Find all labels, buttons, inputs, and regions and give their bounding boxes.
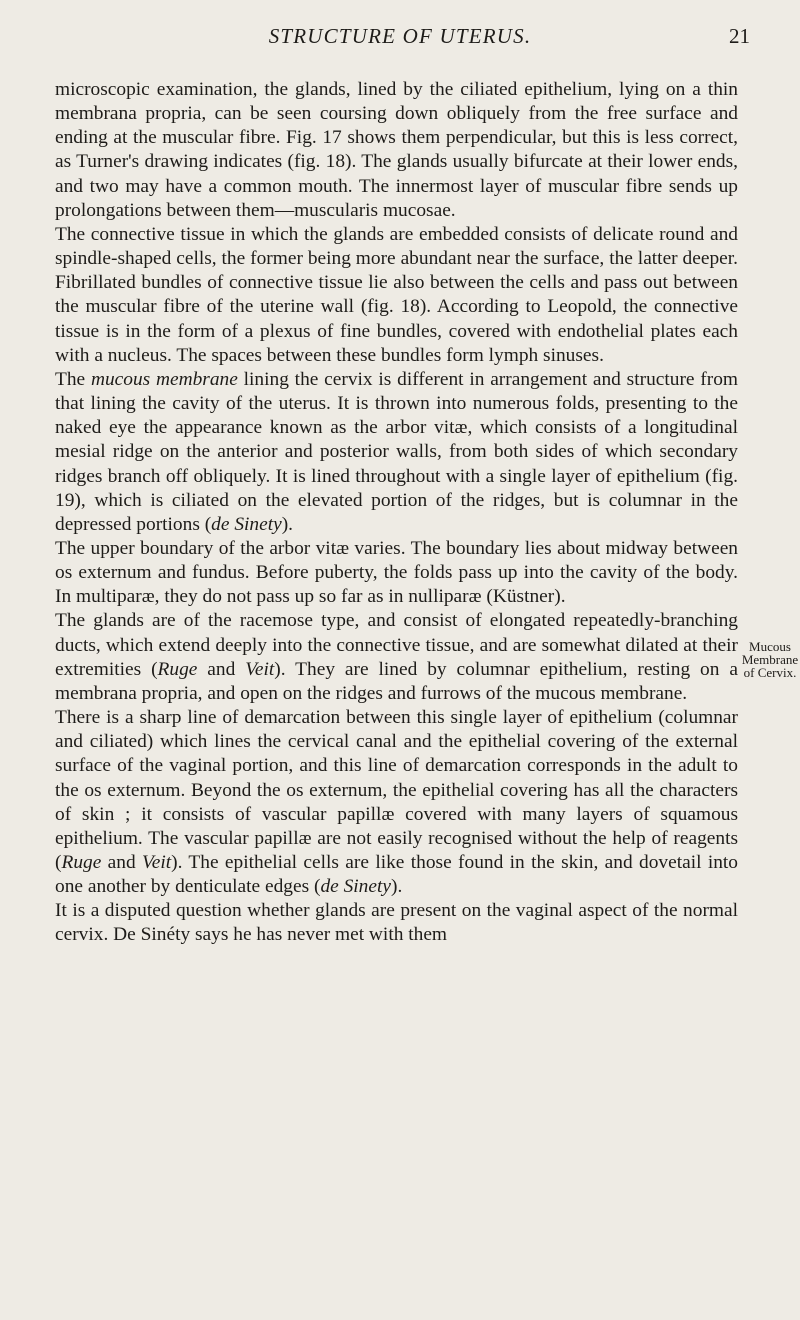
- paragraph: The upper boundary of the arbor vitæ varies. The boundary lies about midway between os externum and fundus. Before puberty, the folds pass up into the cavity of the body. In multiparæ, they do not pass up so far as in nulliparæ (Küstner).: [55, 537, 738, 608]
- margin-note: Mucous Membrane of Cervix.: [741, 639, 799, 680]
- body-text: [55, 78, 738, 948]
- paragraph: The mucous membrane lining the cervix is different in arrangement and structure from that lining the cavity of the uterus. It is thrown into numerous folds, presenting to the naked eye the appearance known as the arbor vitæ, which consists of a longitudinal mesial ridge on the anterior and posterior walls, from both sides of which secondary ridges branch off obliquely. It is lined throughout with a single layer of epithelium (fig. 19), which is ciliated on the elevated portion of the ridges, but is columnar in the depressed portions (de Sinety).: [55, 368, 738, 535]
- page-number: 21: [729, 24, 750, 48]
- paragraph: The connective tissue in which the glands are embedded consists of delicate round and spindle-shaped cells, the former being more abundant near the surface, the latter deeper. Fibrillated bundles of connective tissue lie also between the cells and pass out between the muscular fibre of the uterine wall (fig. 18). According to Leopold, the connective tissue is in the form of a plexus of fine bundles, covered with endothelial plates each with a nucleus. The spaces between these bundles form lymph sinuses.: [55, 223, 738, 366]
- paragraph: It is a disputed question whether glands are present on the vaginal aspect of the normal cervix. De Sinéty says he has never met with them: [55, 900, 738, 946]
- running-head: [0, 14, 800, 54]
- paragraph: There is a sharp line of demarcation between this single layer of epithelium (columnar and ciliated) which lines the cervical canal and the epithelial covering of the external surface of the vaginal portion, and this line of demarcation corresponds in the adult to the os externum. Beyond the os externum, the epithelial covering has all the characters of skin ; it consists of vascular papillæ covered with many layers of squamous epithelium. The vascular papillæ are not easily recognised without the help of reagents (Ruge and Veit). The epithelial cells are like those found in the skin, and dovetail into one another by denticulate edges (de Sinety).: [55, 707, 738, 898]
- paragraph: microscopic examination, the glands, lined by the ciliated epithelium, lying on a thin membrana propria, can be seen coursing down obliquely from the free surface and ending at the muscular fibre. Fig. 17 shows them perpendicular, but this is less correct, as Turner's drawing indicates (fig. 18). The glands usually bifurcate at their lower ends, and two may have a common mouth. The innermost layer of muscular fibre sends up prolongations between them—muscularis mucosae.: [55, 79, 738, 221]
- page-title: STRUCTURE OF UTERUS.: [268, 24, 532, 48]
- paragraph: The glands are of the racemose type, and consist of elongated repeatedly-branching ducts, which extend deeply into the connective tissue, and are somewhat dilated at their extremities (Ruge and Veit). They are lined by columnar epithelium, resting on a membrana propria, and open on the ridges and furrows of the mucous membrane.: [55, 610, 738, 704]
